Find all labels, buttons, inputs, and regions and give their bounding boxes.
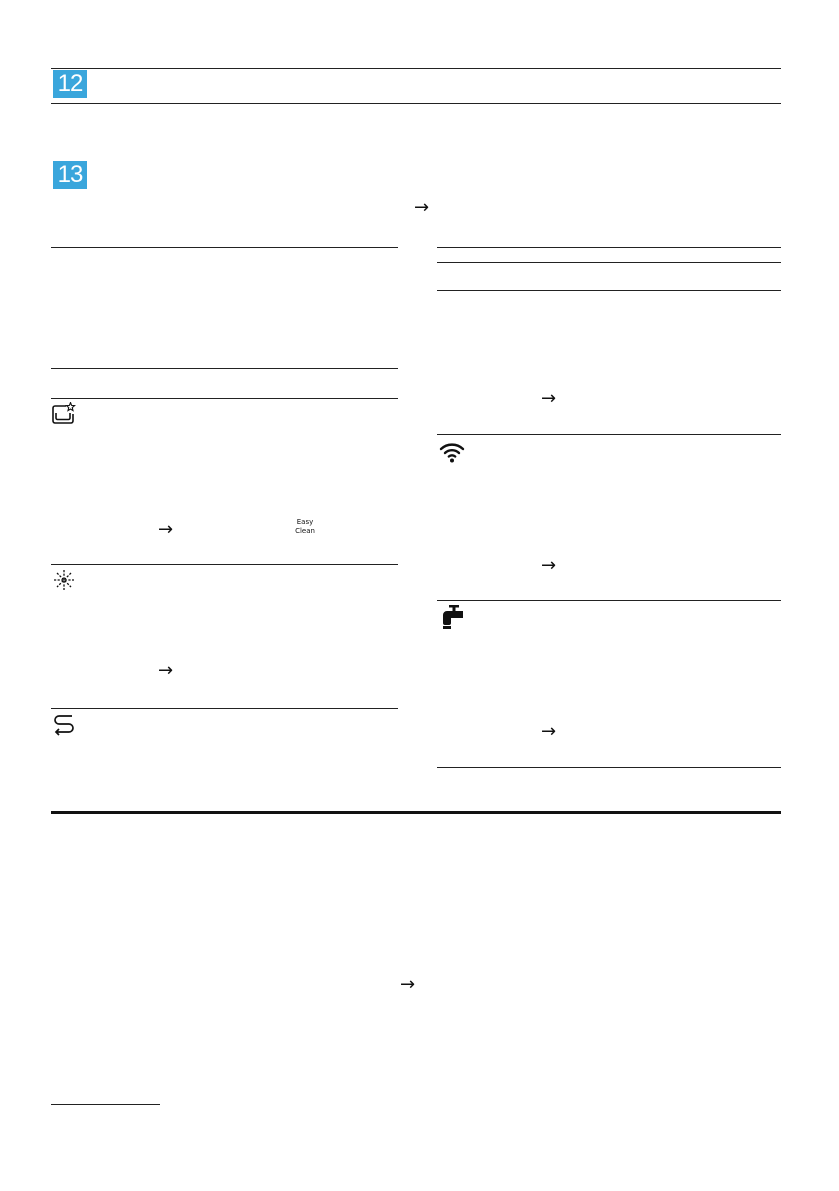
sparkle-arrow: → xyxy=(158,660,174,681)
dishwasher-sparkle-icon xyxy=(52,402,76,426)
right-row1-arrow: → xyxy=(541,388,557,409)
right-table-row3-rule xyxy=(437,600,781,601)
left-table-row3-rule xyxy=(51,708,398,709)
left-table-row1-rule xyxy=(51,398,398,399)
easy-clean-button-label xyxy=(290,518,320,536)
result-arrow: → xyxy=(414,197,430,218)
water-arrow: → xyxy=(541,721,557,742)
step-13-badge: 13 xyxy=(53,161,87,189)
section-divider-thick xyxy=(51,811,781,814)
sparkle-icon xyxy=(53,569,75,591)
left-table-top-rule xyxy=(51,247,398,248)
right-table-header-rule xyxy=(437,262,781,263)
bottom-arrow: → xyxy=(400,974,416,995)
section-12-top-rule xyxy=(51,68,781,69)
cycle-arrows-icon xyxy=(52,713,76,737)
right-table-row2-rule xyxy=(437,434,781,435)
section-12-bottom-rule xyxy=(51,103,781,104)
left-table-row2-rule xyxy=(51,564,398,565)
right-table-top-rule xyxy=(437,247,781,248)
water-tap-icon xyxy=(439,604,465,630)
wifi-icon xyxy=(439,441,465,463)
clean-label: Clean xyxy=(295,527,315,535)
easy-label: Easy xyxy=(296,518,314,526)
step-12-badge: 12 xyxy=(53,70,87,98)
wifi-arrow: → xyxy=(541,555,557,576)
footnote-rule xyxy=(51,1104,160,1105)
left-table-header-rule xyxy=(51,368,398,369)
right-table-bottom-rule xyxy=(437,767,781,768)
easy-clean-arrow: → xyxy=(158,519,174,540)
right-table-row-rule xyxy=(437,290,781,291)
